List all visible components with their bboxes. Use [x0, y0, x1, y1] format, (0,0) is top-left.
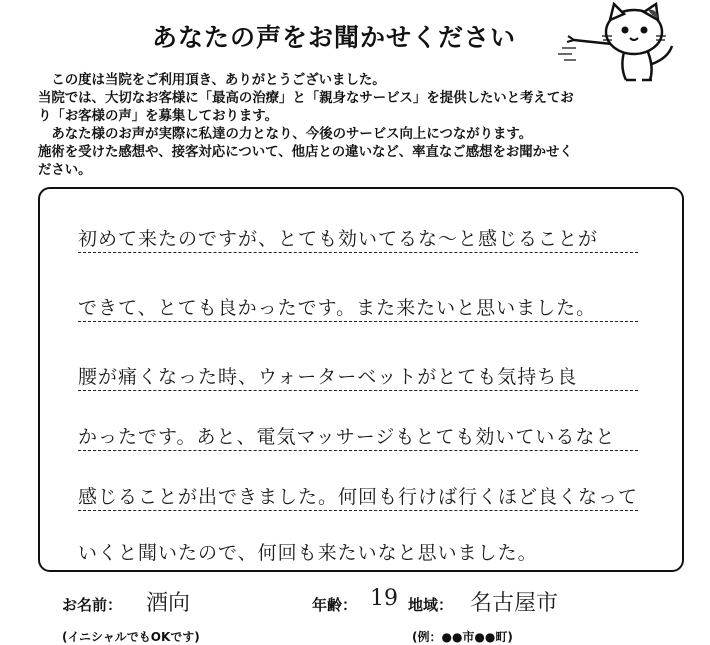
testimonial-line-3: 腰が痛くなった時、ウォーターベットがとても気持ち良 — [78, 364, 638, 391]
intro-line-5: 施術を受けた感想や、接客対応について、他店との違いなど、率直なご感想をお聞かせく — [38, 145, 573, 160]
testimonial-line-5: 感じることが出できました。何回も行けば行くほど良くなって — [78, 484, 638, 511]
region-value: 名古屋市 — [470, 591, 559, 616]
intro-line-1: この度は当院をご利用頂き、ありがとうございました。 — [51, 73, 386, 88]
intro-line-6: ださい。 — [38, 163, 92, 178]
intro-line-3: り「お客様の声」を募集しております。 — [38, 109, 278, 124]
testimonial-line-2: できて、とても良かったです。また来たいと思いました。 — [78, 295, 638, 322]
region-note: (例：●●市●●町) — [412, 630, 513, 644]
name-label: お名前： — [62, 596, 123, 614]
intro-line-4: あなた様のお声が実際に私達の力となり、今後のサービス向上につながります。 — [51, 127, 533, 142]
testimonial-line-1: 初めて来たのですが、とても効いてるな〜と感じることが — [78, 226, 638, 253]
name-value: 酒向 — [146, 591, 191, 616]
customer-info — [0, 586, 710, 644]
age-label: 年齢： — [312, 596, 358, 614]
intro-line-2: 当院では、大切なお客様に「最高の治療」と「親身なサービス」を提供したいと考えてお — [38, 91, 574, 106]
region-label: 地域： — [408, 596, 454, 614]
intro-text — [38, 72, 698, 180]
page-title: あなたの声をお聞かせください — [152, 23, 517, 52]
testimonial-line-6: いくと聞いたので、何回も来たいなと思いました。 — [78, 542, 538, 564]
age-value: 19 — [370, 586, 398, 611]
testimonial-line-4: かったです。あと、電気マッサージもとても効いているなと — [78, 424, 638, 451]
cat-mascot-illustration — [552, 2, 702, 82]
name-note: (イニシャルでもOKです) — [62, 630, 200, 644]
